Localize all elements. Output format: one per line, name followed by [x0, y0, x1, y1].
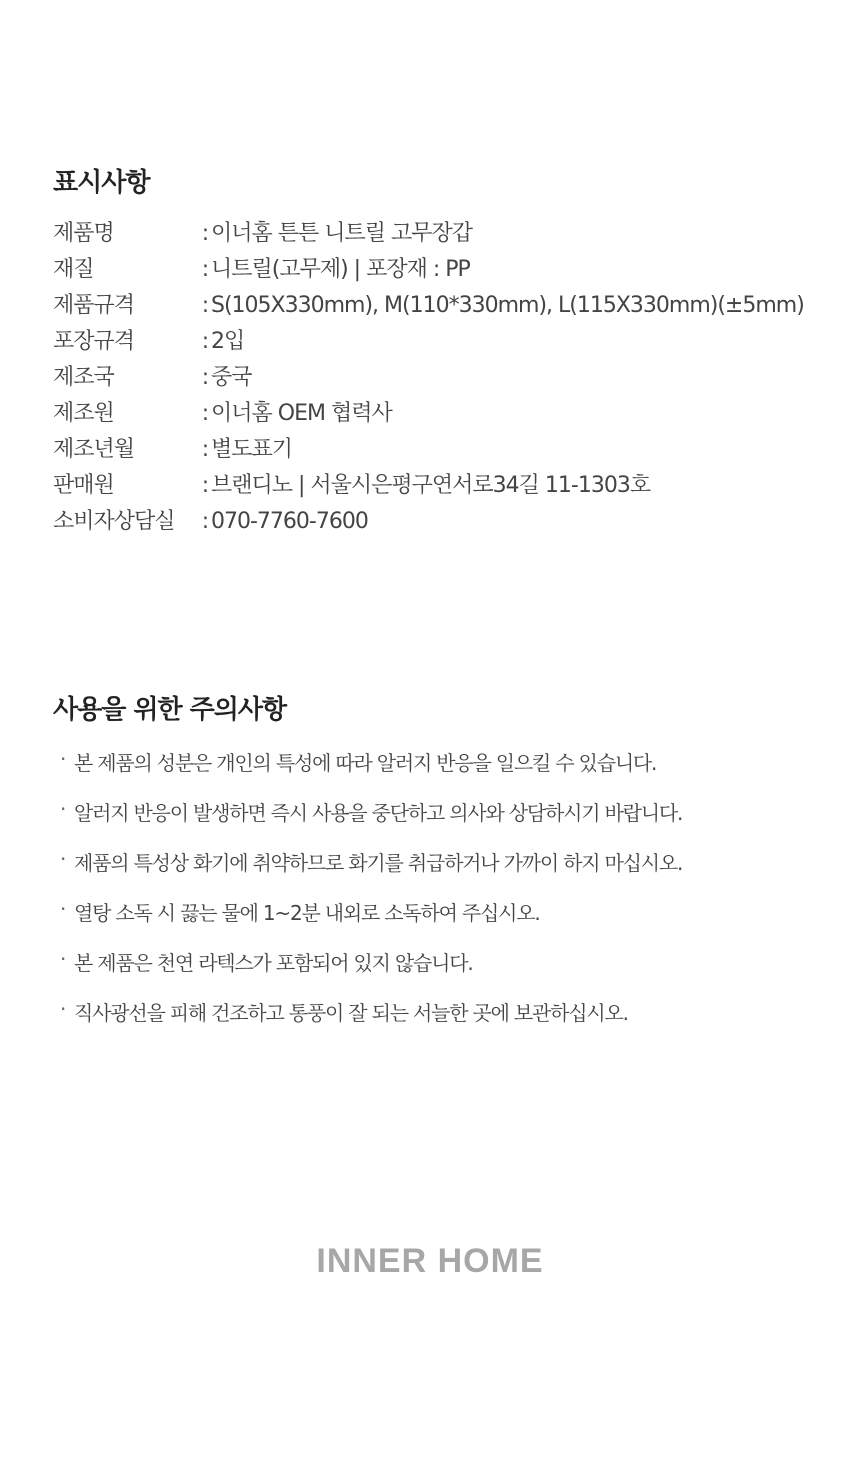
- spec-list: [53, 216, 804, 540]
- spec-value: 2입: [211, 329, 245, 354]
- spec-separator: :: [201, 257, 209, 282]
- caution-list: [60, 747, 682, 1047]
- spec-value: 브랜디노 | 서울시은평구연서로34길 11-1303호: [211, 473, 651, 498]
- spec-label: 제조년월: [53, 437, 135, 462]
- spec-value: S(105X330mm), M(110*330mm), L(115X330mm)(±5mm): [211, 293, 804, 318]
- spec-label: 제조국: [53, 365, 114, 390]
- caution-item: [60, 947, 682, 997]
- spec-row-customer-service: [53, 504, 804, 540]
- caution-section-title: 사용을 위한 주의사항: [53, 695, 287, 725]
- spec-value: 이너홈 OEM 협력사: [211, 401, 392, 426]
- bullet-icon: ·: [60, 997, 66, 1021]
- spec-row-manufacture-date: [53, 432, 804, 468]
- caution-text: 열탕 소독 시 끓는 물에 1~2분 내외로 소독하여 주십시오.: [74, 901, 540, 925]
- brand-logo: INNER HOME: [316, 1242, 544, 1280]
- caution-item: [60, 997, 682, 1047]
- spec-separator: :: [201, 293, 209, 318]
- spec-label: 소비자상담실: [53, 509, 175, 534]
- spec-label: 재질: [53, 257, 94, 282]
- spec-separator: :: [201, 509, 209, 534]
- bullet-icon: ·: [60, 947, 66, 971]
- spec-value: 니트릴(고무제) | 포장재 : PP: [211, 257, 470, 282]
- caution-item: [60, 797, 682, 847]
- bullet-icon: ·: [60, 797, 66, 821]
- spec-separator: :: [201, 473, 209, 498]
- spec-label: 제품규격: [53, 293, 135, 318]
- spec-value: 070-7760-7600: [211, 509, 368, 534]
- spec-value: 이너홈 튼튼 니트릴 고무장갑: [211, 221, 473, 246]
- spec-label: 포장규격: [53, 329, 135, 354]
- spec-separator: :: [201, 365, 209, 390]
- bullet-icon: ·: [60, 847, 66, 871]
- caution-text: 직사광선을 피해 건조하고 통풍이 잘 되는 서늘한 곳에 보관하십시오.: [74, 1001, 628, 1025]
- caution-text: 본 제품의 성분은 개인의 특성에 따라 알러지 반응을 일으킬 수 있습니다.: [74, 751, 657, 775]
- spec-label: 제조원: [53, 401, 114, 426]
- caution-text: 제품의 특성상 화기에 취약하므로 화기를 취급하거나 가까이 하지 마십시오.: [74, 851, 683, 875]
- spec-value: 별도표기: [211, 437, 293, 462]
- spec-row-size: [53, 288, 804, 324]
- bullet-icon: ·: [60, 747, 66, 771]
- spec-separator: :: [201, 221, 209, 246]
- spec-label: 제품명: [53, 221, 114, 246]
- spec-row-manufacturer: [53, 396, 804, 432]
- spec-row-material: [53, 252, 804, 288]
- caution-text: 본 제품은 천연 라텍스가 포함되어 있지 않습니다.: [74, 951, 473, 975]
- spec-row-country: [53, 360, 804, 396]
- spec-section-title: 표시사항: [53, 168, 150, 198]
- caution-item: [60, 847, 682, 897]
- spec-row-product-name: [53, 216, 804, 252]
- spec-label: 판매원: [53, 473, 114, 498]
- caution-item: [60, 747, 682, 797]
- spec-separator: :: [201, 437, 209, 462]
- spec-separator: :: [201, 401, 209, 426]
- caution-item: [60, 897, 682, 947]
- spec-row-package: [53, 324, 804, 360]
- spec-row-seller: [53, 468, 804, 504]
- bullet-icon: ·: [60, 897, 66, 921]
- caution-text: 알러지 반응이 발생하면 즉시 사용을 중단하고 의사와 상담하시기 바랍니다.: [74, 801, 683, 825]
- spec-separator: :: [201, 329, 209, 354]
- spec-value: 중국: [211, 365, 252, 390]
